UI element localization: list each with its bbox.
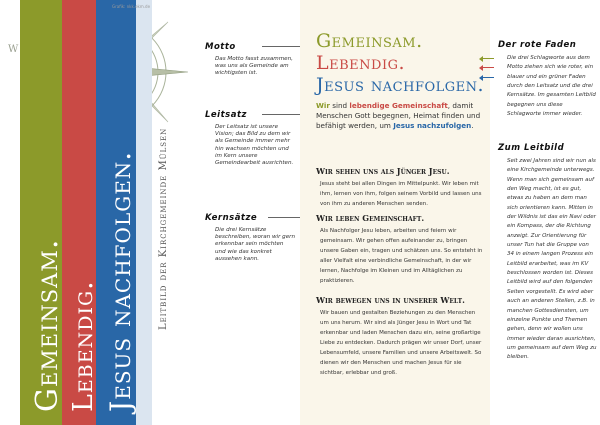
lead-lebendige-gemeinschaft: lebendige Gemeinschaft (349, 101, 448, 110)
roter-faden-text: Die drei Schlagworte aus dem Motto ziehen sich wie roter, ein blauer und ein grüner Faden durch den Leitsatz und die drei Kernsätze. Im gesamten Leitbild begegnen uns diese Schlagworte immer wieder. (507, 55, 596, 118)
lead-wir: Wir (316, 101, 330, 110)
credit-note: Grafik: nkk.ekm.de (112, 4, 151, 9)
leitsatz-heading: Leitsatz (205, 110, 247, 120)
kernsatz-3-text: Wir bauen und gestalten Beziehungen zu den Menschen um uns herum. Wir sind als Jünger Jesu in Wort und Tat erkennbar und laden Menschen dazu ein, seine großartige Liebe zu entdecken. Dadurch prägen wir unser Dorf, unser Lebensumfeld, unsere Familien und unsere Arbeitswelt. So dienen wir den Menschen und machen Jesus für sie sichtbar, erlebbar und groß. (320, 310, 482, 376)
zum-leitbild-text: Seit zwei Jahren sind wir nun als eine Kirchgemeinde unterwegs. Wenn man sich gemeinsam auf den Weg macht, ist es gut, etwas zu haben an dem man sich orientieren kann. Mitten in der Wildnis ist das ein Navi oder ein Kompass, der die Richtung anzeigt. Zur Orientierung für unser Tun hat die Gruppe von 34 in einem langen Prozess ein Leitbild erarbeitet, was im KV beschlossen worden ist. Dieses Leitbild wird auf den folgenden Seiten vorgestellt. Es wird aber auch an anderen Stellen, z.B. in manchen Gottesdiensten, um einzelne Punkte und Themen gehen, denn wir wollen uns immer wieder daran ausrichten, um gemeinsam auf dem Weg zu bleiben. (507, 158, 597, 361)
leitsatz-text: Der Leitsatz ist unsere Vision; das Bild zu dem wir als Gemeinde immer mehr hin wachsen möchten und im Kern unsere Gemeindearbeit ausrichten. (215, 124, 294, 167)
side-label-column (200, 0, 300, 425)
compass-west-label: W (8, 44, 19, 55)
kernsaetze-text: Die drei Kernsätze beschreiben, woran wir gern erkennbar sein möchten und wie das konkret aussehen kann. (215, 227, 296, 262)
blue-thread-arrow-icon (482, 77, 494, 78)
kernsaetze-heading: Kernsätze (205, 213, 258, 223)
lead-end: . (471, 121, 474, 131)
leitbild-subtitle: Leitbild der Kirchgemeinde Mülsen (158, 127, 169, 330)
main-content-panel (300, 0, 490, 425)
kernsatz-2-heading: Wir leben Gemeinschaft. (316, 213, 425, 223)
red-thread-arrow-icon (482, 67, 494, 68)
right-info-column (490, 0, 600, 425)
lead-middle: , damit Menschen Gott begegnen, Heimat finden und befähigt werden, um (316, 101, 481, 131)
lead-sind: sind (329, 101, 350, 110)
banner-word-lebendig: Lebendig. (68, 280, 99, 412)
motto-text: Das Motto fasst zusammen, was uns als Gemeinde am wichtigsten ist. (215, 56, 293, 77)
green-thread-arrow-icon (482, 58, 494, 59)
kernsatz-2-text: Als Nachfolger Jesu leben, arbeiten und feiern wir gemeinsam. Wir gehen offen aufeinander zu, bringen unsere Gaben ein, tragen und schätzen uns. So entsteht in aller Vielfalt eine verbindliche Gemeinschaft, in der wir lernen, Nachfolge im Kleinen und im Alltäglichen zu praktizieren. (320, 228, 483, 284)
light-blue-ribbon (136, 0, 152, 425)
kernsatz-3-heading: Wir bewegen uns in unserer Welt. (316, 295, 465, 305)
roter-faden-heading: Der rote Faden (498, 40, 577, 50)
banner-word-jesus-nachfolgen: Jesus nachfolgen. (104, 150, 137, 412)
motto-title-gemeinsam: Gemeinsam. (316, 30, 423, 52)
leitsatz-statement (316, 101, 486, 132)
motto-title-jesus-nachfolgen: Jesus nachfolgen. (316, 74, 485, 96)
kernsatz-1-heading: Wir sehen uns als Jünger Jesu. (316, 166, 450, 176)
motto-title-lebendig: Lebendig. (316, 52, 406, 74)
motto-heading: Motto (205, 42, 236, 52)
kernsatz-1-text: Jesus steht bei allen Dingen im Mittelpunkt. Wir leben mit ihm, lernen von ihm, folgen seinem Vorbild und lassen uns von ihm zu anderen Menschen senden. (320, 181, 482, 207)
zum-leitbild-heading: Zum Leitbild (498, 143, 565, 153)
banner-word-gemeinsam: Gemeinsam. (30, 238, 65, 412)
lead-jesus-nachzufolgen: Jesus nachzufolgen (393, 121, 472, 131)
